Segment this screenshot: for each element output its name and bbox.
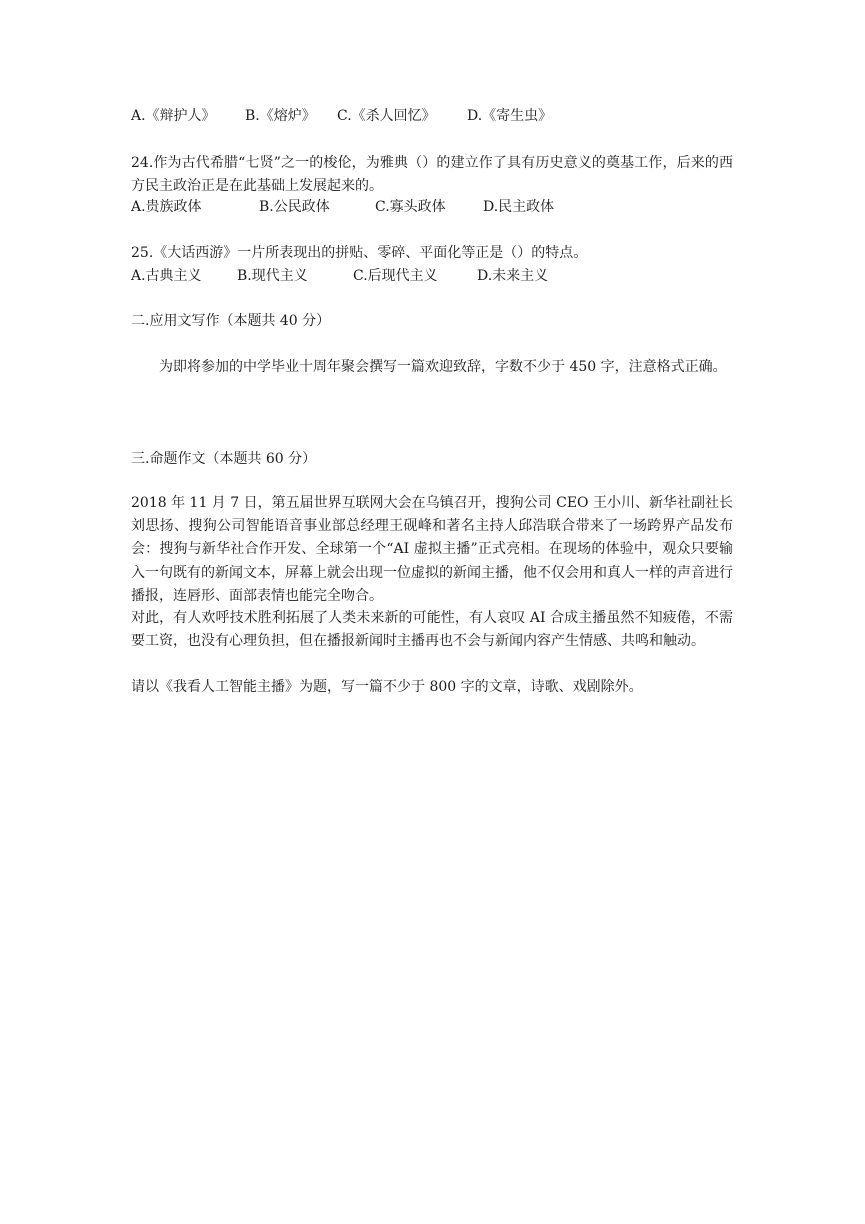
q23-option-b: B.《熔炉》: [245, 108, 316, 124]
q25-option-c: C.后现代主义: [353, 268, 438, 284]
q23-option-d: D.《寄生虫》: [467, 108, 553, 124]
section2-body: 为即将参加的中学毕业十周年聚会撰写一篇欢迎致辞，字数不少于 450 字，注意格式正确。: [159, 359, 727, 375]
q25-option-b: B.现代主义: [237, 268, 308, 284]
section3-title: 三.命题作文（本题共 60 分）: [131, 451, 317, 467]
q24-option-d: D.民主政体: [483, 199, 555, 215]
q24-option-c: C.寡头政体: [375, 199, 446, 215]
q24-option-a: A.贵族政体: [131, 199, 202, 215]
q24-stem: 24.作为古代希腊“七贤”之一的梭伦，为雅典（）的建立作了具有历史意义的奠基工作，后来的西方民主政治正是在此基础上发展起来的。: [131, 155, 733, 195]
q24-option-b: B.公民政体: [259, 199, 330, 215]
section3-paragraph-1: 2018 年 11 月 7 日，第五届世界互联网大会在乌镇召开，搜狗公司 CEO 王小川、新华社副社长刘思扬、搜狗公司智能语音事业部总经理王砚峰和著名主持人邱浩联合带来了一场跨界产品发布会：搜狗与新华社合作开发、全球第一个“AI 虚拟主播”正式亮相。在现场的体验中，观众只要输入一句既有的新闻文本，屏幕上就会出现一位虚拟的新闻主播，他不仅会用和真人一样的声音进行播报，连唇形、面部表情也能完全吻合。: [131, 495, 733, 604]
q25-option-d: D.未来主义: [477, 268, 549, 284]
q23-option-c: C.《杀人回忆》: [337, 108, 436, 124]
section3-paragraph-2: 对此，有人欢呼技术胜利拓展了人类未来新的可能性，有人哀叹 AI 合成主播虽然不知疲倦，不需要工资，也没有心理负担，但在播报新闻时主播再也不会与新闻内容产生情感、共鸣和触动。: [131, 610, 733, 650]
section2-title: 二.应用文写作（本题共 40 分）: [131, 313, 331, 329]
q25-stem: 25.《大话西游》一片所表现出的拼贴、零碎、平面化等正是（）的特点。: [131, 245, 588, 261]
q23-option-a: A.《辩护人》: [131, 108, 216, 124]
section3-paragraph-3: 请以《我看人工智能主播》为题，写一篇不少于 800 字的文章，诗歌、戏剧除外。: [131, 679, 643, 695]
q25-option-a: A.古典主义: [131, 268, 202, 284]
